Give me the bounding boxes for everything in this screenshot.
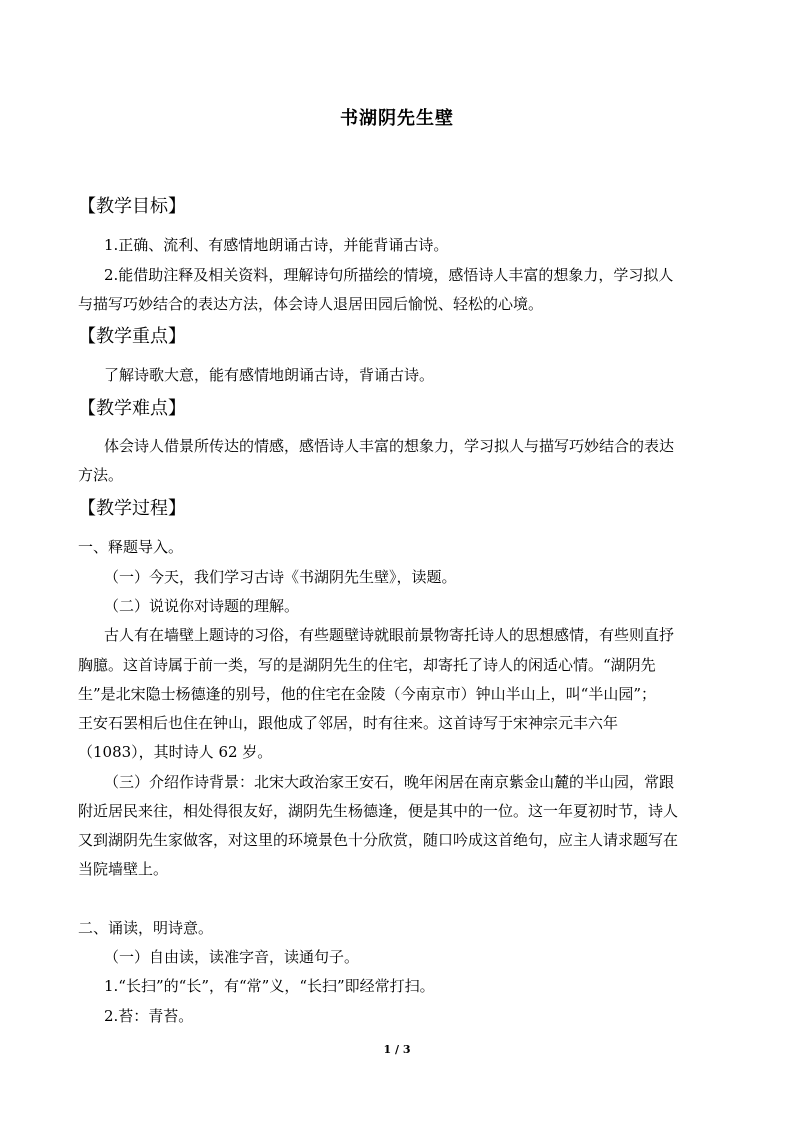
goal-line-2: 2.能借助注释及相关资料，理解诗句所描绘的情境，感悟诗人丰富的想象力，学习拟人 [104, 266, 674, 284]
paragraph-1-line-2: 胸臆。这首诗属于前一类，写的是湖阴先生的住宅，却寄托了诗人的闲适心情。“湖阴先 [78, 656, 656, 674]
section-2-item-a: （一）自由读，读准字音，读通句子。 [104, 948, 360, 966]
goal-line-1: 1.正确、流利、有感情地朗诵古诗，并能背诵古诗。 [104, 236, 449, 254]
heading-teaching-goals: 【教学目标】 [78, 196, 186, 217]
section-1-item-b: （二）说说你对诗题的理解。 [104, 597, 300, 615]
key-point-line-1: 了解诗歌大意，能有感情地朗诵古诗，背诵古诗。 [104, 366, 435, 384]
heading-teaching-process: 【教学过程】 [78, 498, 186, 519]
section-1-item-c-line-3: 又到湖阴先生家做客，对这里的环境景色十分欣赏，随口吟成这首绝句，应主人请求题写在 [78, 831, 679, 849]
section-1-title: 一、释题导入。 [78, 538, 184, 556]
section-1-item-a: （一）今天，我们学习古诗《书湖阴先生壁》，读题。 [104, 568, 457, 586]
paragraph-1-line-4: 王安石罢相后也住在钟山，跟他成了邻居，时有往来。这首诗写于宋神宗元丰六年 [78, 714, 619, 732]
heading-key-points: 【教学重点】 [78, 326, 186, 347]
section-2-note-2: 2.苔：青苔。 [104, 1007, 194, 1025]
difficulty-line-2: 方法。 [78, 466, 124, 484]
page-number: 1 / 3 [383, 1043, 411, 1056]
page-title: 书湖阴先生壁 [340, 108, 454, 129]
paragraph-1-line-5: （1083），其时诗人 62 岁。 [78, 743, 273, 761]
paragraph-1-line-3: 生”是北宋隐士杨德逢的别号，他的住宅在金陵（今南京市）钟山半山上，叫“半山园”； [78, 685, 657, 703]
heading-difficulties: 【教学难点】 [78, 398, 186, 419]
section-2-note-1: 1.“长扫”的“长”，有“常”义，“长扫”即经常打扫。 [104, 977, 435, 995]
section-2-title: 二、诵读，明诗意。 [78, 919, 214, 937]
difficulty-line-1: 体会诗人借景所传达的情感，感悟诗人丰富的想象力，学习拟人与描写巧妙结合的表达 [104, 437, 675, 455]
section-1-item-c-line-1: （三）介绍作诗背景：北宋大政治家王安石，晚年闲居在南京紫金山麓的半山园，常跟 [104, 773, 675, 791]
section-1-item-c-line-2: 附近居民来往，相处得很友好，湖阴先生杨德逢，便是其中的一位。这一年夏初时节，诗人 [78, 802, 679, 820]
goal-line-3: 与描写巧妙结合的表达方法，体会诗人退居田园后愉悦、轻松的心境。 [78, 295, 544, 313]
paragraph-1-line-1: 古人有在墙壁上题诗的习俗，有些题壁诗就眼前景物寄托诗人的思想感情，有些则直抒 [104, 626, 675, 644]
section-1-item-c-line-4: 当院墙壁上。 [78, 860, 169, 878]
